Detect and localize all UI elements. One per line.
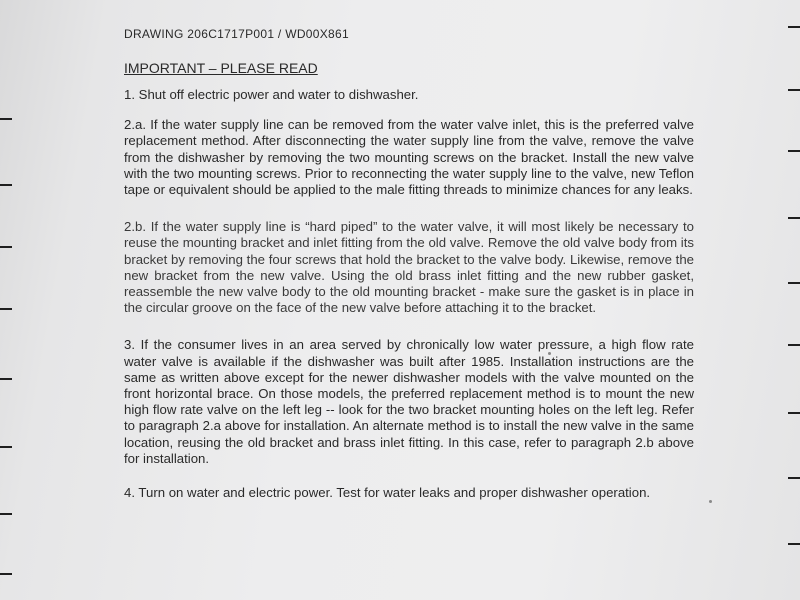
edge-tick-mark	[0, 246, 12, 248]
paragraph-4: 4. Turn on water and electric power. Test for water leaks and proper dishwasher operation.	[124, 485, 651, 501]
edge-tick-mark	[788, 26, 800, 28]
edge-tick-mark	[788, 217, 800, 219]
edge-tick-mark	[788, 412, 800, 414]
edge-tick-mark	[0, 446, 12, 448]
important-heading: IMPORTANT – PLEASE READ	[124, 60, 318, 76]
edge-tick-mark	[0, 118, 12, 120]
edge-tick-mark	[788, 543, 800, 545]
edge-tick-mark	[0, 308, 12, 310]
drawing-number: DRAWING 206C1717P001 / WD00X861	[124, 27, 349, 41]
edge-tick-mark	[0, 573, 12, 575]
edge-tick-mark	[788, 150, 800, 152]
instruction-sheet	[124, 25, 694, 501]
edge-tick-mark	[788, 344, 800, 346]
paper-smudge	[709, 500, 712, 503]
paragraph-3: 3. If the consumer lives in an area served by chronically low water pressure, a high flow rate water valve is available if the dishwasher was built after 1985. Installation instructions are the same as written above except for the newer dishwasher models with the valve mounted on the front horizontal brace. On those models, the preferred replacement method is to mount the new high flow rate valve on the left leg -- look for the two bracket mounting holes on the left leg. Refer to paragraph 2.a above for installation. An alternate method is to install the new valve in the same location, reusing the old bracket and brass inlet fitting. In this case, refer to paragraph 2.b above for installation.	[124, 337, 694, 466]
edge-tick-mark	[0, 184, 12, 186]
edge-tick-mark	[0, 513, 12, 515]
edge-tick-mark	[788, 282, 800, 284]
edge-tick-mark	[788, 477, 800, 479]
paragraph-2b: 2.b. If the water supply line is “hard piped” to the water valve, it will most likely be necessary to reuse the mounting bracket and inlet fitting from the old valve. Remove the old valve body from its bracket by removing the four screws that hold the bracket to the valve body. Likewise, remove the new bracket from the new valve. Using the old brass inlet fitting and the new rubber gasket, reassemble the new valve body to the old mounting bracket - make sure the gasket is in place in the circular groove on the face of the new valve before attaching it to the bracket.	[124, 219, 694, 316]
paragraph-2a: 2.a. If the water supply line can be removed from the water valve inlet, this is the preferred valve replacement method. After disconnecting the water supply line from the valve, remove the valve from the dishwasher by removing the two mounting screws on the bracket. Install the new valve with the two mounting screws. Prior to reconnecting the water supply line to the valve, new Teflon tape or equivalent should be applied to the male fitting threads to minimize chances for any leaks.	[124, 117, 694, 198]
edge-tick-mark	[0, 378, 12, 380]
paragraph-1: 1. Shut off electric power and water to dishwasher.	[124, 87, 419, 102]
edge-tick-mark	[788, 89, 800, 91]
